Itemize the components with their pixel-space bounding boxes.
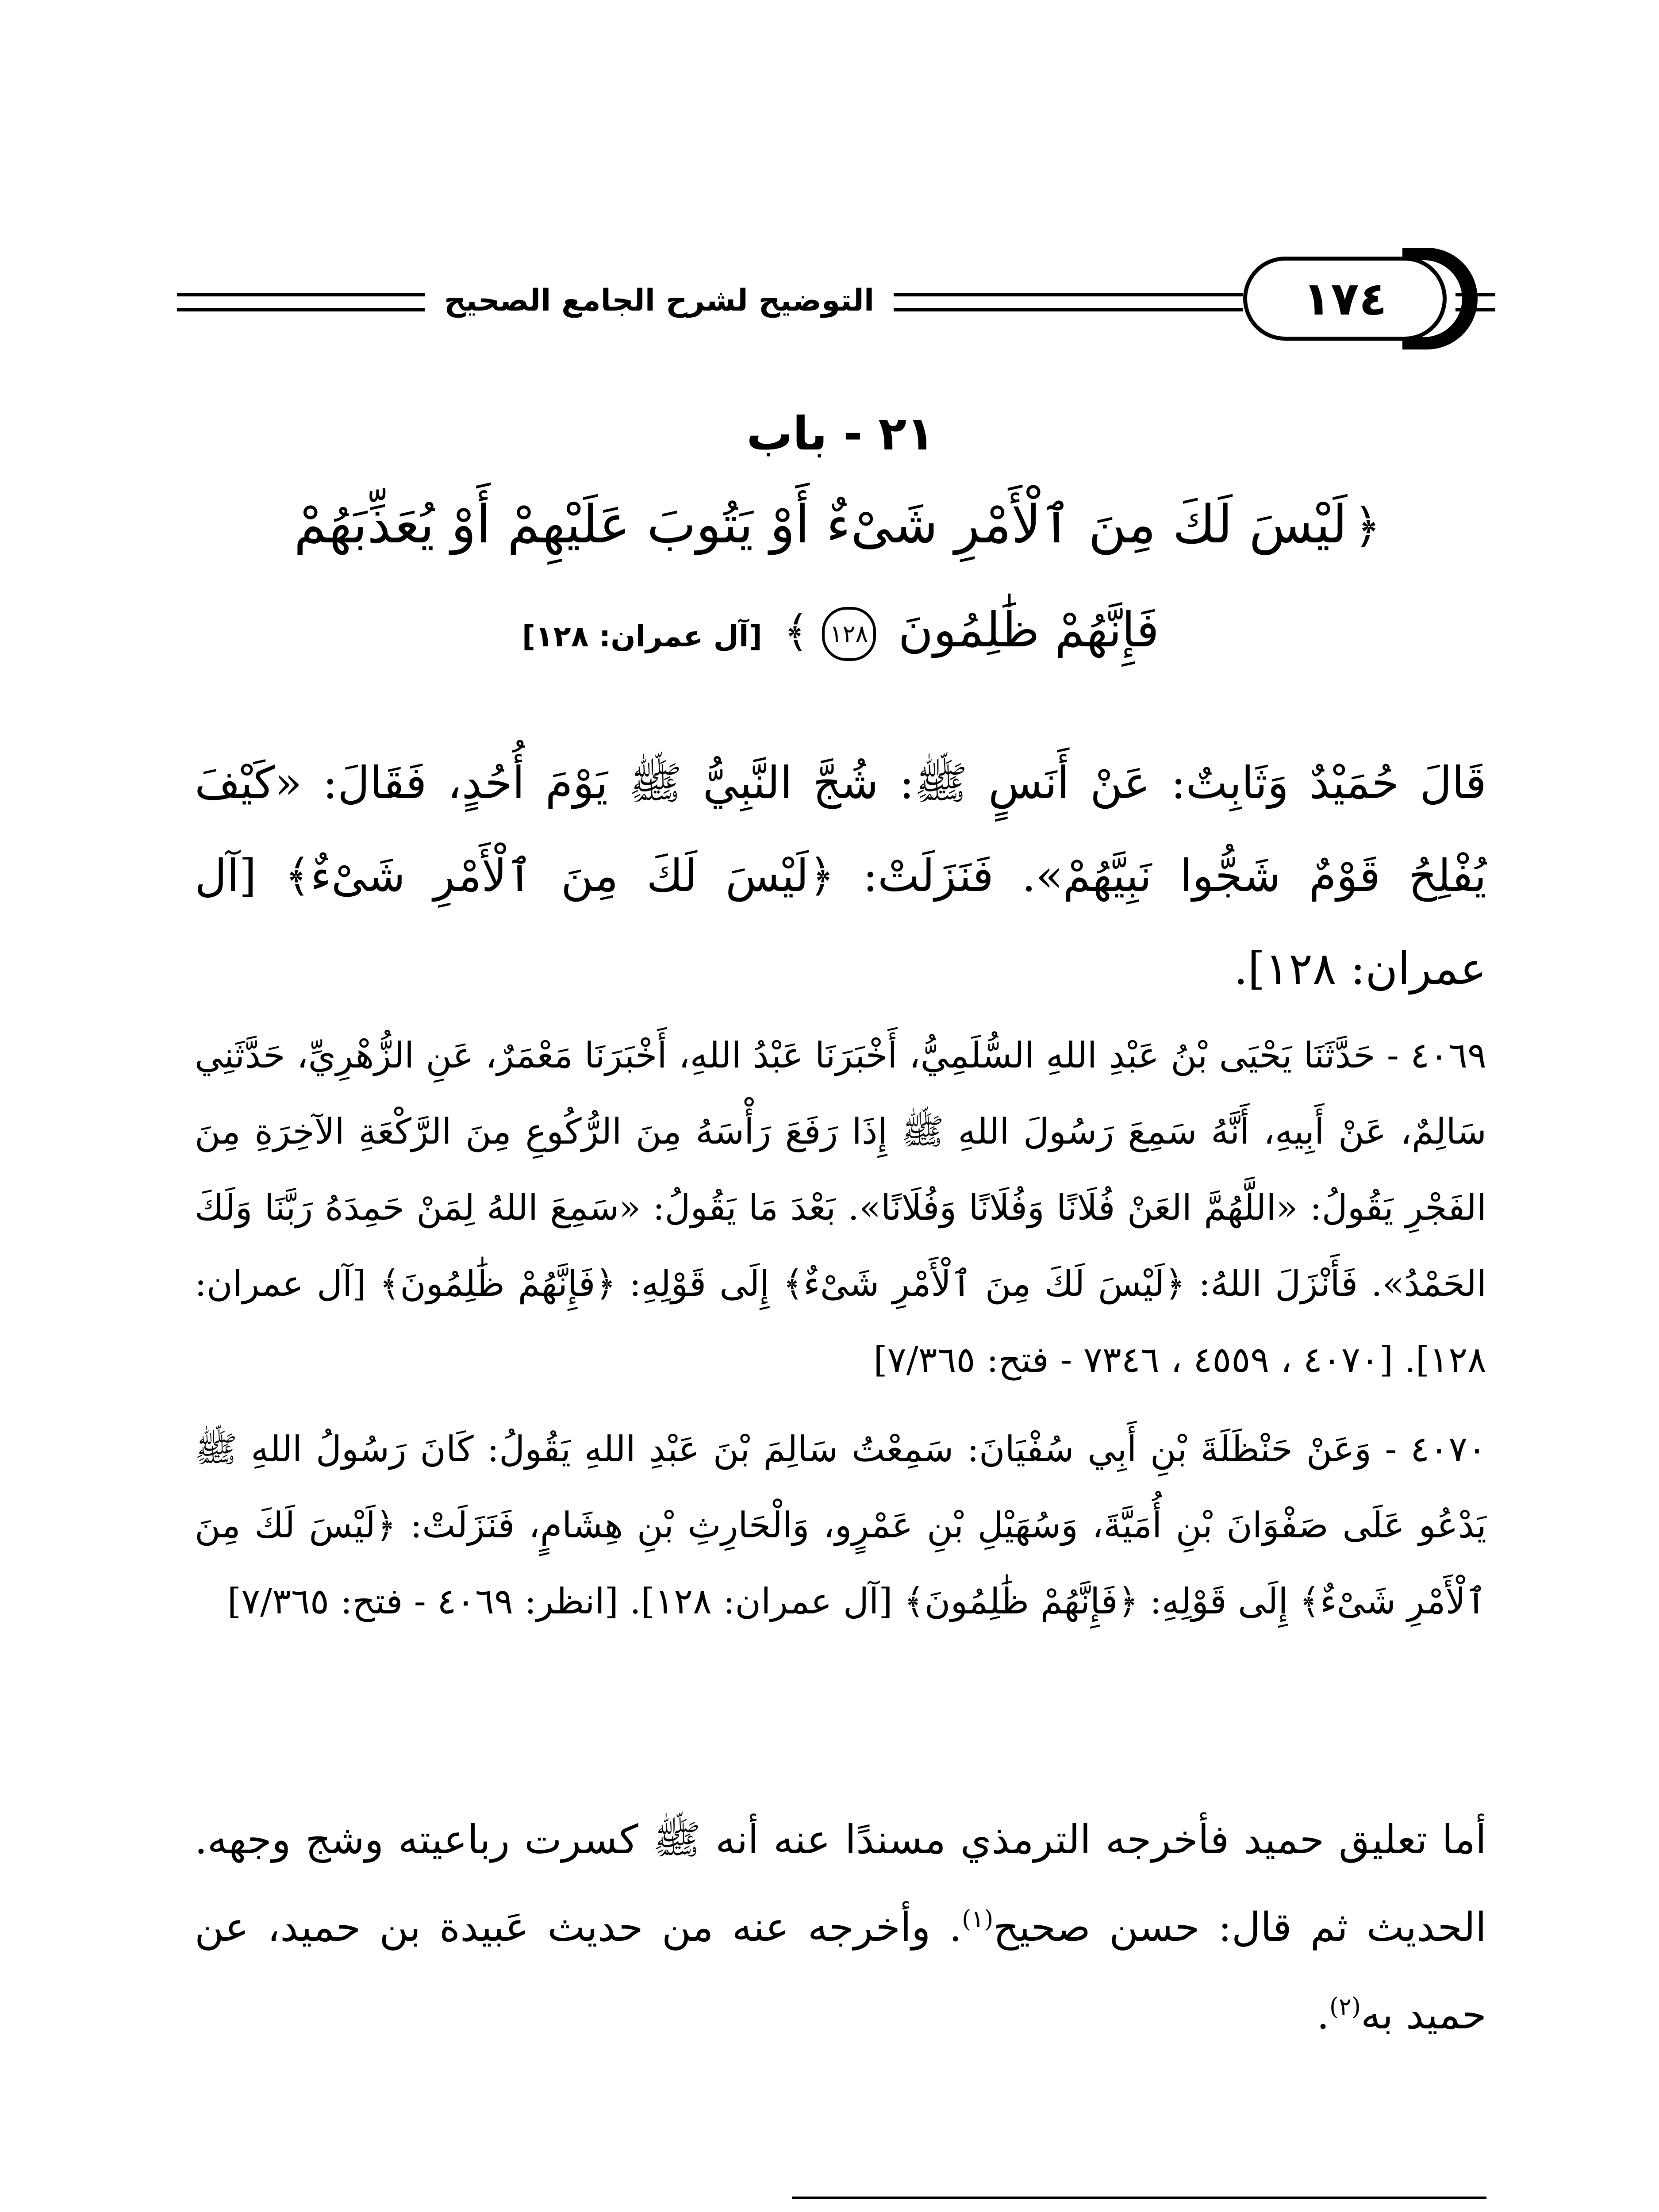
- hadith-4070: ٤٠٧٠ - وَعَنْ حَنْظَلَةَ بْنِ أَبِي سُفْيَانَ: سَمِعْتُ سَالِمَ بْنَ عَبْدِ اللهِ يَقُولُ: كَانَ رَسُولُ اللهِ ﷺ يَدْعُو عَلَى صَفْوَانَ بْنِ أُمَيَّةَ، وَسُهَيْلِ بْنِ عَمْرٍو، وَالْحَارِثِ بْنِ هِشَامٍ، فَنَزَلَتْ: ﴿لَيْسَ لَكَ مِنَ ٱلْأَمْرِ شَىْءٌ﴾ إِلَى قَوْلِهِ: ﴿فَإِنَّهُمْ ظَٰلِمُونَ﴾ [آل عمران: ١٢٨]. [انظر: ٤٠٦٩ - فتح: ٧/٣٦٥]: [195, 1429, 1486, 1622]
- ornate-bracket-close: ﴾: [783, 607, 809, 657]
- intro-paragraph: قَالَ حُمَيْدٌ وَثَابِتٌ: عَنْ أَنَسٍ ﷺ: شُجَّ النَّبِيُّ ﷺ يَوْمَ أُحُدٍ، فَقَالَ: «كَيْفَ يُفْلِحُ قَوْمٌ شَجُّوا نَبِيَّهُمْ». فَنَزَلَتْ: ﴿لَيْسَ لَكَ مِنَ ٱلْأَمْرِ شَىْءٌ﴾ [آل عمران: ١٢٨].: [195, 757, 1486, 995]
- verse-number-marker: ١٢٨: [822, 607, 876, 661]
- quran-verse-line-2: [195, 588, 1486, 679]
- footnote-ref-1[interactable]: (١): [962, 1905, 994, 1933]
- book-title: التوضيح لشرح الجامع الصحيح: [444, 283, 875, 318]
- footnote-divider: [792, 2197, 1486, 2199]
- commentary-text-3: .: [1317, 1992, 1329, 2038]
- header-rule-right: [1455, 293, 1495, 311]
- hadith-4069: ٤٠٦٩ - حَدَّثَنَا يَحْيَى بْنُ عَبْدِ اللهِ السُّلَمِيُّ، أَخْبَرَنَا عَبْدُ اللهِ، أَخْبَرَنَا مَعْمَرٌ، عَنِ الزُّهْرِيِّ، حَدَّثَنِي سَالِمٌ، عَنْ أَبِيهِ، أَنَّهُ سَمِعَ رَسُولَ اللهِ ﷺ إِذَا رَفَعَ رَأْسَهُ مِنَ الرُّكُوعِ مِنَ الرَّكْعَةِ الآخِرَةِ مِنَ الفَجْرِ يَقُولُ: «اللَّهُمَّ العَنْ فُلَانًا وَفُلَانًا وَفُلَانًا». بَعْدَ مَا يَقُولُ: «سَمِعَ اللهُ لِمَنْ حَمِدَهُ رَبَّنَا وَلَكَ الحَمْدُ». فَأَنْزَلَ اللهُ: ﴿لَيْسَ لَكَ مِنَ ٱلْأَمْرِ شَىْءٌ﴾ إِلَى قَوْلِهِ: ﴿فَإِنَّهُمْ ظَٰلِمُونَ﴾ [آل عمران: ١٢٨]. [٤٠٧٠ ، ٤٥٥٩ ، ٧٣٤٦ - فتح: ٧/٣٦٥]: [195, 1035, 1486, 1380]
- verse-text-2: فَإِنَّهُمْ ظَٰلِمُونَ: [898, 603, 1160, 658]
- verse-text-1: لَيْسَ لَكَ مِنَ ٱلْأَمْرِ شَىْءٌ أَوْ يَتُوبَ عَلَيْهِمْ أَوْ يُعَذِّبَهُمْ: [294, 494, 1348, 555]
- commentary-paragraph: [195, 1796, 1486, 2059]
- chapter-heading: ٢١ - باب: [746, 407, 935, 461]
- commentary-text-1: أما تعليق حميد فأخرجه الترمذي مسندًا عنه أنه ﷺ كسرت رباعيته وشج وجهه. الحديث ثم قال: حسن صحيح: [195, 1816, 1486, 1951]
- commentary-text-2: . وأخرجه عنه من حديث عَبيدة بن حميد، عن حميد به: [195, 1904, 1486, 2038]
- verse-reference: [آل عمران: ١٢٨]: [522, 619, 762, 653]
- quran-verse-line-1: [195, 480, 1486, 571]
- header-rule-middle: [894, 293, 1243, 311]
- footnote-ref-2[interactable]: (٢): [1329, 1993, 1361, 2020]
- header-rule-left: [177, 293, 425, 311]
- page-number: ١٧٤: [1243, 257, 1447, 341]
- ornate-bracket-open: ﴿: [1353, 499, 1381, 554]
- running-header: [177, 248, 1495, 354]
